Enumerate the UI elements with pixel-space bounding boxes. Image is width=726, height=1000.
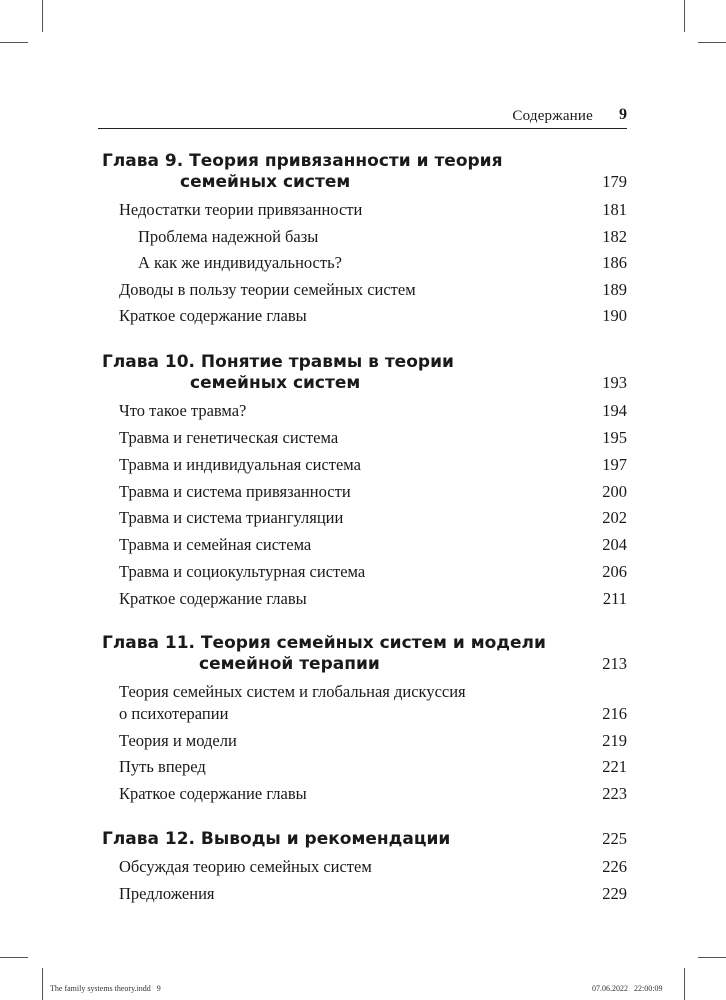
toc-entry: Обсуждая теорию семейных систем [119,857,372,876]
crop-mark-bottom-right [684,968,685,1000]
chapter-page-number: 179 [602,172,627,191]
toc-entry: Травма и социокультурная система [119,562,366,581]
toc-entry-page: 189 [602,280,627,299]
toc-entry-page: 226 [602,857,627,876]
crop-mark-right-bottom [698,957,726,958]
toc-entry-page: 194 [602,401,627,420]
running-header [98,106,627,129]
toc-entry: Травма и система привязанности [119,482,351,501]
toc-entry-page: 195 [602,428,627,447]
crop-mark-left-top [0,42,28,43]
toc-entry: Доводы в пользу теории семейных систем [119,280,416,299]
toc-entry: Теория и модели [119,731,237,750]
timestamp-slug: 07.06.2022 22:00:09 [592,984,663,993]
file-slug: The family systems theory.indd 9 [50,984,161,993]
toc-entry-page: 223 [602,784,627,803]
toc-entry-page: 206 [602,562,627,581]
chapter-page-number: 193 [602,373,627,392]
toc-entry: Травма и генетическая система [119,428,339,447]
toc-entry: Травма и система триангуляции [119,508,344,527]
chapter-page-number: 213 [602,654,627,673]
toc-entry-page: 204 [602,535,627,554]
toc-entry: Травма и семейная система [119,535,312,554]
toc-entry: Краткое содержание главы [119,589,307,608]
page-number: 9 [619,106,627,123]
chapter-title: Глава 10. Понятие травмы в теории [102,352,454,372]
toc-subentry: Проблема надежной базы [138,227,319,246]
toc-entry-page: 219 [602,731,627,750]
toc-entry-page: 211 [602,589,627,608]
toc-entry-page: 202 [602,508,627,527]
toc-entry-page: 216 [602,704,627,723]
chapter-title-continued: семейных систем [180,172,351,192]
toc-entry-page: 221 [602,757,627,776]
toc-entry: Недостатки теории привязанности [119,200,363,219]
toc-entry: Путь вперед [119,757,206,776]
toc-entry-continued: о психотерапии [119,704,229,723]
toc-entry-page: 200 [602,482,627,501]
chapter-title: Глава 12. Выводы и рекомендации [102,829,451,849]
toc-entry: Краткое содержание главы [119,784,307,803]
toc-entry: Предложения [119,884,215,903]
crop-mark-top-right [684,0,685,32]
toc-entry-page: 186 [602,253,627,272]
running-title: Содержание [512,108,593,124]
chapter-title: Глава 11. Теория семейных систем и модели [102,633,546,653]
chapter-title: Глава 9. Теория привязанности и теория [102,151,503,171]
chapter-page-number: 225 [602,829,627,848]
toc-entry-page: 182 [602,227,627,246]
toc-entry: Что такое травма? [119,401,247,420]
chapter-title-continued: семейных систем [190,373,361,393]
toc-entry: Теория семейных систем и глобальная дискуссия [119,682,466,701]
toc-entry-page: 197 [602,455,627,474]
toc-entry-page: 190 [602,306,627,325]
crop-mark-bottom-left [42,968,43,1000]
toc-entry-page: 229 [602,884,627,903]
crop-mark-right-top [698,42,726,43]
toc-entry: Травма и индивидуальная система [119,455,361,474]
toc-entry-page: 181 [602,200,627,219]
crop-mark-left-bottom [0,957,28,958]
chapter-title-continued: семейной терапии [199,654,380,674]
toc-entry: Краткое содержание главы [119,306,307,325]
crop-mark-top-left [42,0,43,32]
toc-subentry: А как же индивидуальность? [138,253,342,272]
